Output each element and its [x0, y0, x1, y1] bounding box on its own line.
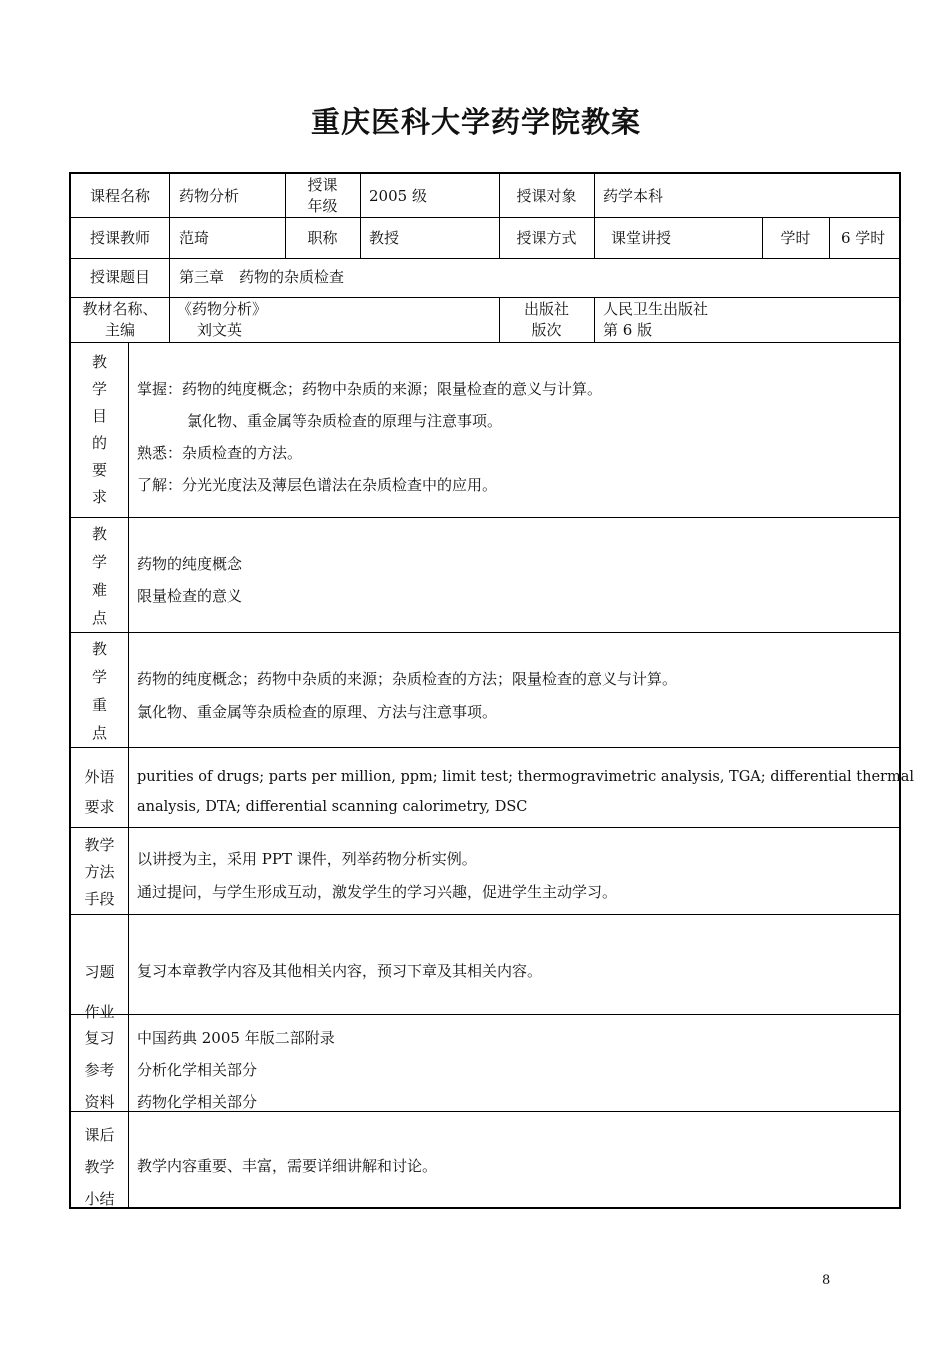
row-divider — [71, 632, 899, 633]
col-divider — [128, 342, 129, 1209]
topic-value: 第三章 药物的杂质检查 — [179, 268, 345, 286]
difficulties-label: 教 学 难 点 — [91, 525, 107, 627]
methods-label: 教学 方法 手段 — [84, 836, 115, 908]
method-value: 课堂讲授 — [611, 229, 672, 247]
teacher-value: 范琦 — [179, 229, 210, 247]
hours-value: 6 学时 — [841, 229, 886, 247]
col-divider — [169, 297, 170, 342]
references-label: 复习 参考 资料 — [84, 1029, 115, 1111]
audience-label: 授课对象 — [516, 187, 577, 205]
foreign-label: 外语 要求 — [84, 768, 115, 816]
key-points-content: 药物的纯度概念；药物中杂质的来源；杂质检查的方法；限量检查的意义与计算。 氯化物、重金属等杂质检查的原理、方法与注意事项。 — [137, 670, 678, 721]
publisher-value: 人民卫生出版社 — [603, 300, 709, 318]
row-divider — [71, 827, 899, 828]
textbook-name: 《药物分析》 — [177, 300, 268, 318]
publisher-label-line2: 版次 — [531, 321, 562, 339]
row-divider — [71, 258, 899, 259]
topic-label: 授课题目 — [89, 268, 150, 286]
objectives-label: 教 学 目 的 要 求 — [91, 353, 107, 506]
course-name-label: 课程名称 — [89, 187, 150, 205]
col-divider — [594, 174, 595, 258]
row-divider — [71, 747, 899, 748]
row-divider — [71, 217, 899, 218]
col-divider — [829, 217, 830, 258]
rank-label: 职称 — [307, 229, 338, 247]
method-label: 授课方式 — [516, 229, 577, 247]
col-divider — [594, 297, 595, 342]
key-points-label: 教 学 重 点 — [91, 640, 107, 742]
grade-label-line1: 授课 — [307, 176, 338, 194]
col-divider — [169, 174, 170, 258]
publisher-label-line1: 出版社 — [523, 300, 569, 318]
hours-label: 学时 — [780, 229, 811, 247]
foreign-content: purities of drugs; parts per million, ppm; limit test; thermogravimetric analysis, TGA; differential thermal analysis, DTA; differential scanning calorimetry, DSC — [137, 769, 914, 815]
grade-value: 2005 级 — [369, 187, 427, 205]
textbook-label-line2: 主编 — [104, 321, 135, 339]
homework-label: 习题 作业 — [84, 963, 115, 1021]
teacher-label: 授课教师 — [89, 229, 150, 247]
row-divider — [71, 914, 899, 915]
homework-content: 复习本章教学内容及其他相关内容，预习下章及其相关内容。 — [137, 962, 543, 980]
row-divider — [71, 297, 899, 298]
summary-content: 教学内容重要、丰富，需要详细讲解和讨论。 — [137, 1157, 438, 1175]
references-content: 中国药典 2005 年版二部附录 分析化学相关部分 药物化学相关部分 — [137, 1029, 335, 1111]
objectives-content: 掌握：药物的纯度概念；药物中杂质的来源；限量检查的意义与计算。 氯化物、重金属等杂质检查的原理与注意事项。 熟悉：杂质检查的方法。 了解：分光光度法及薄层色谱法在杂质检查中的应用。 — [137, 380, 603, 494]
page-number: 8 — [822, 1273, 831, 1288]
methods-content: 以讲授为主，采用 PPT 课件，列举药物分析实例。 通过提问，与学生形成互动，激发学生的学习兴趣，促进学生主动学习。 — [137, 850, 618, 901]
col-divider — [360, 174, 361, 258]
textbook-editor: 刘文英 — [197, 321, 243, 339]
row-divider — [71, 1014, 899, 1015]
page-title: 重庆医科大学药学院教案 — [310, 105, 641, 139]
summary-label: 课后 教学 小结 — [84, 1126, 115, 1208]
textbook-label-line1: 教材名称、 — [82, 300, 158, 318]
course-name-value: 药物分析 — [179, 187, 240, 205]
difficulties-content: 药物的纯度概念 限量检查的意义 — [137, 555, 243, 605]
row-divider — [71, 342, 899, 343]
rank-value: 教授 — [369, 229, 400, 247]
row-divider — [71, 517, 899, 518]
grade-label-line2: 年级 — [307, 197, 338, 215]
audience-value: 药学本科 — [603, 187, 664, 205]
edition-value: 第 6 版 — [603, 321, 653, 339]
lesson-plan-table — [69, 172, 914, 1209]
col-divider — [169, 258, 170, 297]
